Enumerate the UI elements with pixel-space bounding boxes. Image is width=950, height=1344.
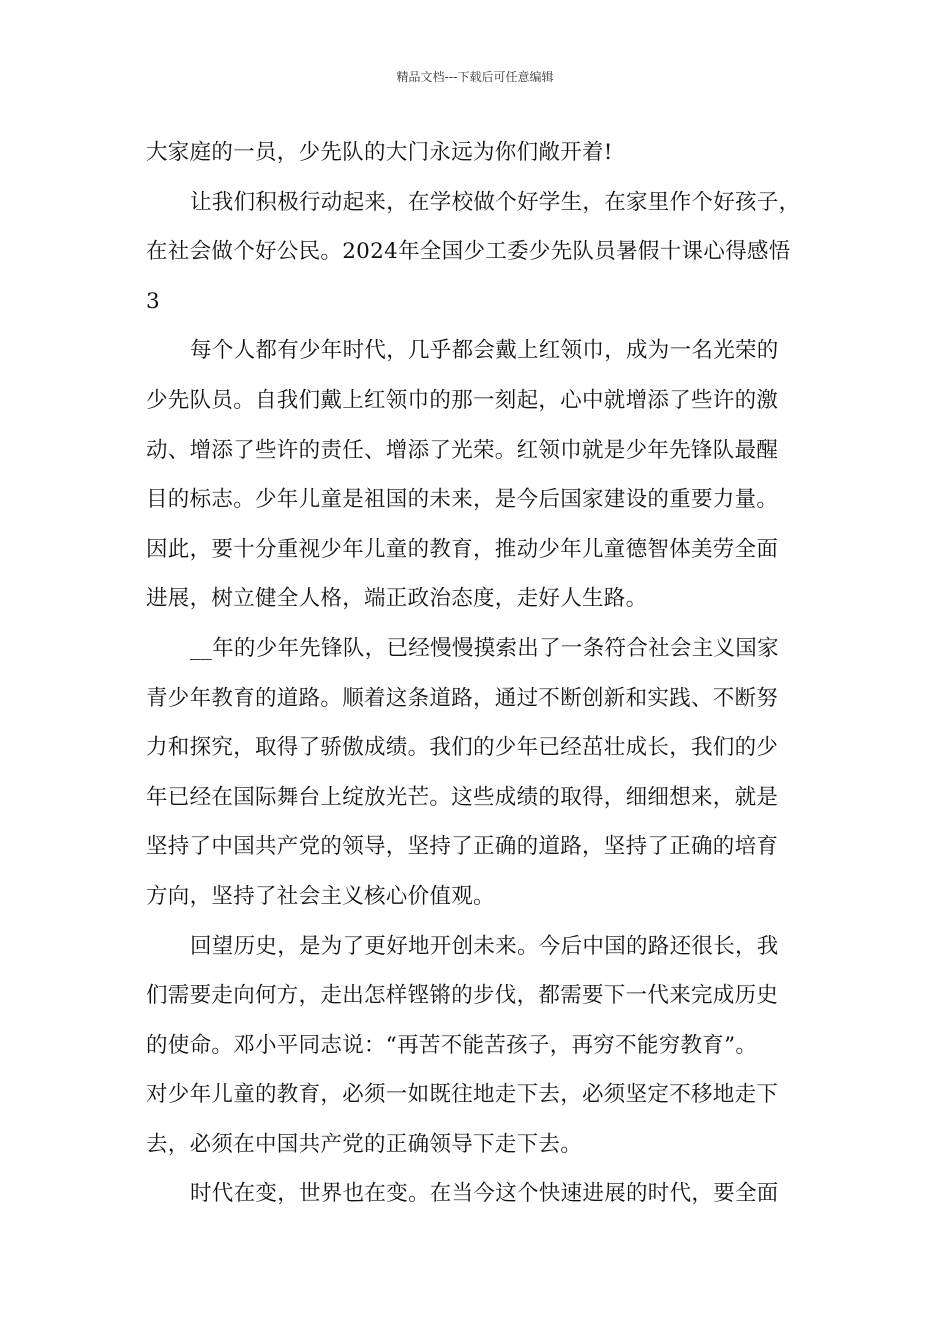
text-line: 动、增添了些许的责任、增添了光荣。红领巾就是少年先锋队最醒 [146,437,779,463]
text-line: 每个人都有少年时代，几乎都会戴上红领巾，成为一名光荣的 [190,338,779,364]
text-line: 在社会做个好公民。2024年全国少工委少先队员暑假十课心得感悟 [146,239,791,265]
text-line: 的使命。邓小平同志说：“再苦不能苦孩子，再穷不能穷教育”。 [146,1032,758,1058]
text-line: 进展，树立健全人格，端正政治态度，走好人生路。 [146,586,648,612]
text-line: __年的少年先锋队，已经慢慢摸索出了一条符合社会主义国家 [190,635,779,661]
text-line: 目的标志。少年儿童是祖国的未来，是今后国家建设的重要力量。 [146,487,779,513]
text-line: 力和探究，取得了骄傲成绩。我们的少年已经茁壮成长，我们的少 [146,735,779,761]
text-line: 因此，要十分重视少年儿童的教育，推动少年儿童德智体美劳全面 [146,536,779,562]
text-line: 时代在变，世界也在变。在当今这个快速进展的时代，要全面 [190,1181,779,1207]
text-line: 回望历史，是为了更好地开创未来。今后中国的路还很长，我 [190,933,779,959]
text-line: 让我们积极行动起来，在学校做个好学生，在家里作个好孩子， [190,189,801,215]
text-line: 3 [146,288,160,314]
text-line: 对少年儿童的教育，必须一如既往地走下去，必须坚定不移地走下 [146,1082,779,1108]
text-line: 年已经在国际舞台上绽放光芒。这些成绩的取得，细细想来，就是 [146,784,779,810]
text-line: 少先队员。自我们戴上红领巾的那一刻起，心中就增添了些许的激 [146,387,779,413]
text-line: 大家庭的一员，少先队的大门永远为你们敞开着! [146,140,613,165]
text-line: 青少年教育的道路。顺着这条道路，通过不断创新和实践、不断努 [146,685,779,711]
text-line: 们需要走向何方，走出怎样铿锵的步伐，都需要下一代来完成历史 [146,983,779,1009]
document-body [146,128,810,1219]
text-line: 坚持了中国共产党的领导，坚持了正确的道路，坚持了正确的培育 [146,834,779,860]
text-line: 方向，坚持了社会主义核心价值观。 [146,883,495,909]
text-line: 去，必须在中国共产党的正确领导下走下去。 [146,1131,583,1157]
page-header: 精品文档---下载后可任意编辑 [396,70,554,84]
